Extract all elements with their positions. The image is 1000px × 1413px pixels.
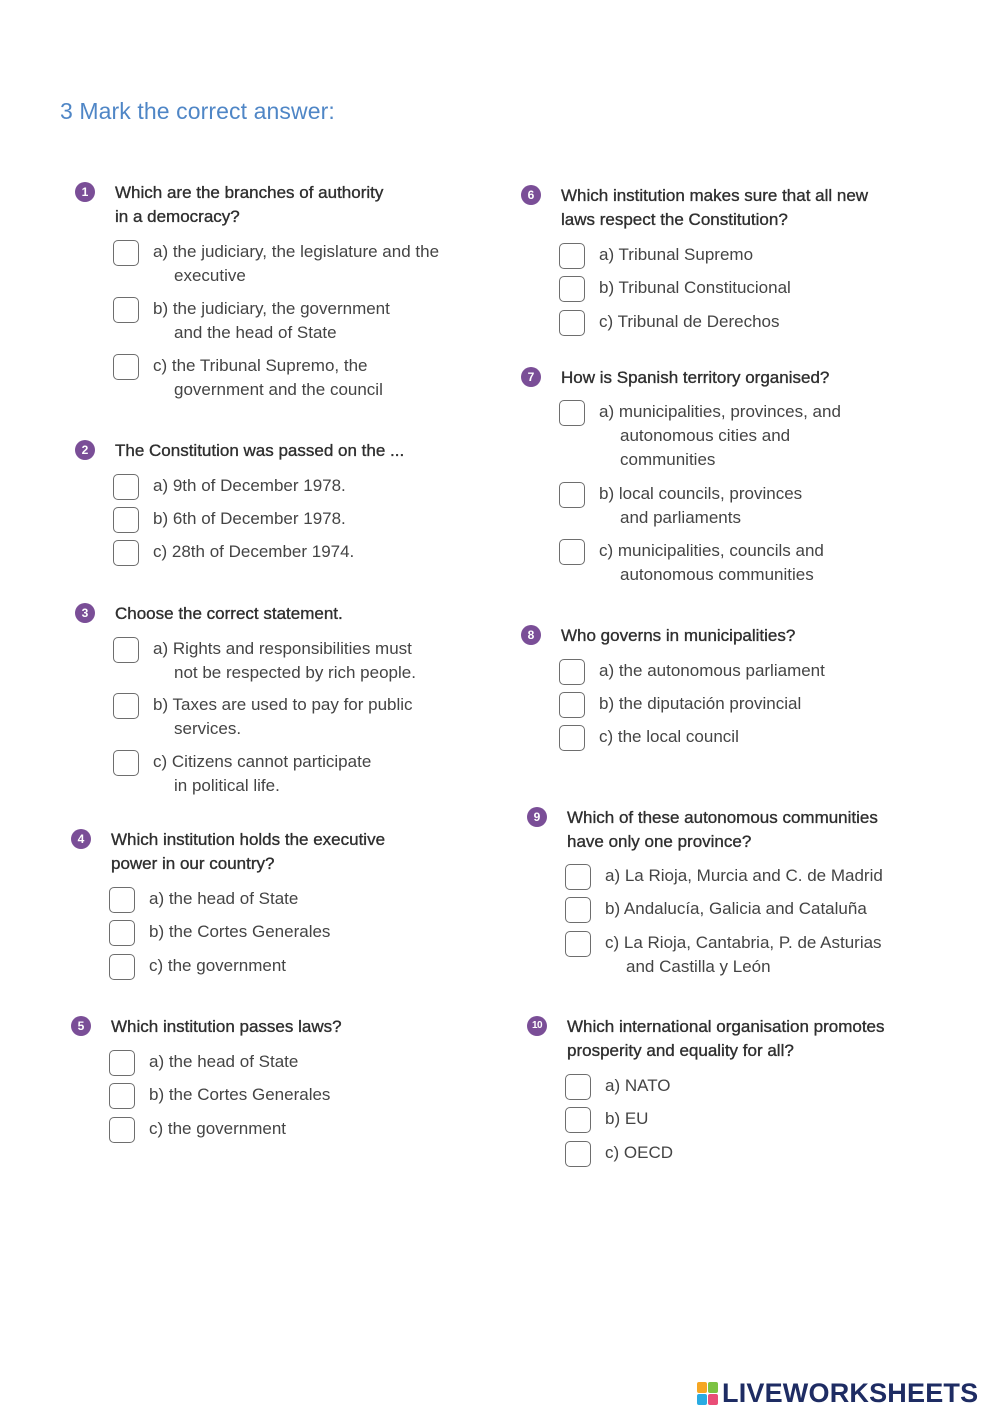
answer-checkbox[interactable]: [109, 1050, 135, 1076]
answer-option-text: a) the head of State: [149, 889, 299, 908]
question-text: Which institution makes sure that all new: [561, 186, 869, 205]
answer-checkbox[interactable]: [565, 931, 591, 957]
answer-checkbox[interactable]: [559, 243, 585, 269]
question-1: [75, 181, 440, 399]
question-header: [75, 602, 343, 626]
answer-option-text: a) La Rioja, Murcia and C. de Madrid: [605, 866, 883, 885]
question-header: [521, 184, 868, 232]
answer-option-text: c) the Tribunal Supremo, the: [153, 356, 368, 375]
answer-checkbox[interactable]: [109, 1117, 135, 1143]
answer-option-text: c) the government: [149, 1119, 287, 1138]
answer-option: [565, 931, 1000, 979]
answer-checkbox[interactable]: [559, 482, 585, 508]
answer-option: [559, 482, 1000, 530]
answer-option: [559, 692, 1000, 716]
answer-option: [113, 507, 573, 531]
answer-option: [109, 1083, 569, 1107]
answer-option: [113, 693, 573, 741]
answer-option-text: autonomous cities and: [620, 426, 791, 445]
question-text: The Constitution was passed on the ...: [115, 441, 405, 460]
answer-option-text: c) 28th of December 1974.: [153, 542, 355, 561]
answer-checkbox[interactable]: [113, 354, 139, 380]
question-header: [75, 439, 404, 463]
answer-option-text: a) Rights and responsibilities must: [153, 639, 412, 658]
question-number-badge: 8: [521, 625, 541, 645]
liveworksheets-logo-icon: [697, 1382, 719, 1406]
question-3: [75, 602, 416, 795]
answer-option-text: communities: [620, 450, 716, 469]
question-number-badge: 2: [75, 440, 95, 460]
question-8: [521, 624, 825, 746]
answer-checkbox[interactable]: [565, 1074, 591, 1100]
answer-option-text: not be respected by rich people.: [174, 663, 416, 682]
question-text: Who governs in municipalities?: [561, 626, 796, 645]
answer-option: [559, 725, 1000, 749]
answer-option: [559, 400, 1000, 472]
answer-option-text: b) Taxes are used to pay for public: [153, 695, 413, 714]
answer-option-text: government and the council: [174, 380, 383, 399]
question-header: [521, 366, 829, 390]
question-2: [75, 439, 405, 561]
answer-checkbox[interactable]: [113, 637, 139, 663]
answer-option: [559, 276, 1000, 300]
answer-checkbox[interactable]: [113, 750, 139, 776]
answer-checkbox[interactable]: [559, 539, 585, 565]
liveworksheets-logo: [697, 1378, 978, 1409]
question-header: [71, 828, 385, 876]
answer-checkbox[interactable]: [109, 887, 135, 913]
question-header: [527, 806, 878, 854]
answer-checkbox[interactable]: [113, 507, 139, 533]
question-10: [527, 1015, 885, 1162]
answer-option: [113, 240, 573, 288]
answer-checkbox[interactable]: [109, 920, 135, 946]
answer-checkbox[interactable]: [565, 897, 591, 923]
answer-checkbox[interactable]: [559, 310, 585, 336]
answer-option: [113, 750, 573, 798]
answer-option: [109, 1117, 569, 1141]
question-text: Which institution passes laws?: [111, 1017, 342, 1036]
answer-option-text: a) NATO: [605, 1076, 671, 1095]
question-number-badge: 6: [521, 185, 541, 205]
liveworksheets-logo-text: LIVEWORKSHEETS: [722, 1378, 979, 1408]
answer-option-text: c) La Rioja, Cantabria, P. de Asturias: [605, 933, 882, 952]
answer-option-text: in political life.: [174, 776, 280, 795]
question-text: power in our country?: [111, 854, 275, 873]
question-number-badge: 3: [75, 603, 95, 623]
question-6: [521, 184, 869, 331]
answer-option: [113, 637, 573, 685]
question-text: laws respect the Constitution?: [561, 210, 788, 229]
answer-option-text: a) the autonomous parliament: [599, 661, 825, 680]
answer-checkbox[interactable]: [559, 692, 585, 718]
answer-option-text: services.: [174, 719, 242, 738]
answer-checkbox[interactable]: [113, 540, 139, 566]
answer-option-text: autonomous communities: [620, 565, 814, 584]
question-text: Which are the branches of authority: [115, 183, 384, 202]
question-5: [71, 1015, 342, 1138]
answer-option-text: c) OECD: [605, 1143, 673, 1162]
question-text: Which institution holds the executive: [111, 830, 386, 849]
answer-option-text: c) the local council: [599, 727, 739, 746]
question-header: [71, 1015, 342, 1039]
answer-option: [559, 659, 1000, 683]
question-text: prosperity and equality for all?: [567, 1041, 794, 1060]
answer-option-text: c) Tribunal de Derechos: [599, 312, 780, 331]
answer-option-text: a) municipalities, provinces, and: [599, 402, 841, 421]
answer-option-text: c) municipalities, councils and: [599, 541, 824, 560]
answer-option: [113, 474, 573, 498]
question-text: in a democracy?: [115, 207, 240, 226]
question-text: Choose the correct statement.: [115, 604, 343, 623]
answer-checkbox[interactable]: [109, 954, 135, 980]
answer-option: [565, 864, 1000, 888]
answer-option: [559, 310, 1000, 334]
question-text: have only one province?: [567, 832, 752, 851]
page-title: 3 Mark the correct answer:: [60, 98, 335, 124]
question-7: [521, 366, 841, 584]
question-header: [521, 624, 795, 648]
answer-option: [565, 1107, 1000, 1131]
answer-option: [565, 1074, 1000, 1098]
answer-checkbox[interactable]: [565, 1107, 591, 1133]
answer-option-text: a) 9th of December 1978.: [153, 476, 346, 495]
answer-option: [565, 1141, 1000, 1165]
answer-option-text: and parliaments: [620, 508, 741, 527]
answer-option-text: and Castilla y León: [626, 957, 771, 976]
answer-checkbox[interactable]: [113, 240, 139, 266]
question-text: How is Spanish territory organised?: [561, 368, 830, 387]
answer-option: [109, 920, 569, 944]
answer-checkbox[interactable]: [109, 1083, 135, 1109]
answer-option-text: b) Andalucía, Galicia and Cataluña: [605, 899, 867, 918]
question-number-badge: 1: [75, 182, 95, 202]
answer-option-text: b) the Cortes Generales: [149, 1085, 331, 1104]
question-number-badge: 7: [521, 367, 541, 387]
answer-option: [113, 297, 573, 345]
answer-option: [559, 539, 1000, 587]
answer-checkbox[interactable]: [113, 297, 139, 323]
answer-option-text: and the head of State: [174, 323, 337, 342]
question-4: [71, 828, 386, 975]
answer-checkbox[interactable]: [559, 659, 585, 685]
answer-option-text: a) Tribunal Supremo: [599, 245, 754, 264]
answer-option: [113, 354, 573, 402]
answer-option: [559, 243, 1000, 267]
answer-option-text: a) the head of State: [149, 1052, 299, 1071]
answer-option-text: b) Tribunal Constitucional: [599, 278, 791, 297]
answer-checkbox[interactable]: [565, 864, 591, 890]
answer-checkbox[interactable]: [565, 1141, 591, 1167]
answer-checkbox[interactable]: [113, 474, 139, 500]
answer-option-text: b) the judiciary, the government: [153, 299, 390, 318]
question-number-badge: 5: [71, 1016, 91, 1036]
answer-option: [565, 897, 1000, 921]
question-9: [527, 806, 883, 976]
answer-checkbox[interactable]: [113, 693, 139, 719]
question-header: [75, 181, 383, 229]
question-text: Which international organisation promotes: [567, 1017, 885, 1036]
answer-option: [109, 887, 569, 911]
answer-option-text: c) the government: [149, 956, 287, 975]
answer-option-text: b) the diputación provincial: [599, 694, 802, 713]
answer-checkbox[interactable]: [559, 400, 585, 426]
question-number-badge: 9: [527, 807, 547, 827]
answer-option-text: b) local councils, provinces: [599, 484, 803, 503]
answer-option: [113, 540, 573, 564]
answer-checkbox[interactable]: [559, 276, 585, 302]
question-number-badge: 4: [71, 829, 91, 849]
answer-checkbox[interactable]: [559, 725, 585, 751]
answer-option-text: a) the judiciary, the legislature and the: [153, 242, 440, 261]
question-number-badge: 10: [527, 1016, 547, 1036]
answer-option-text: b) 6th of December 1978.: [153, 509, 346, 528]
answer-option: [109, 954, 569, 978]
question-header: [527, 1015, 885, 1063]
answer-option-text: executive: [174, 266, 246, 285]
answer-option-text: b) EU: [605, 1109, 649, 1128]
answer-option: [109, 1050, 569, 1074]
answer-option-text: b) the Cortes Generales: [149, 922, 331, 941]
answer-option-text: c) Citizens cannot participate: [153, 752, 372, 771]
question-text: Which of these autonomous communities: [567, 808, 878, 827]
